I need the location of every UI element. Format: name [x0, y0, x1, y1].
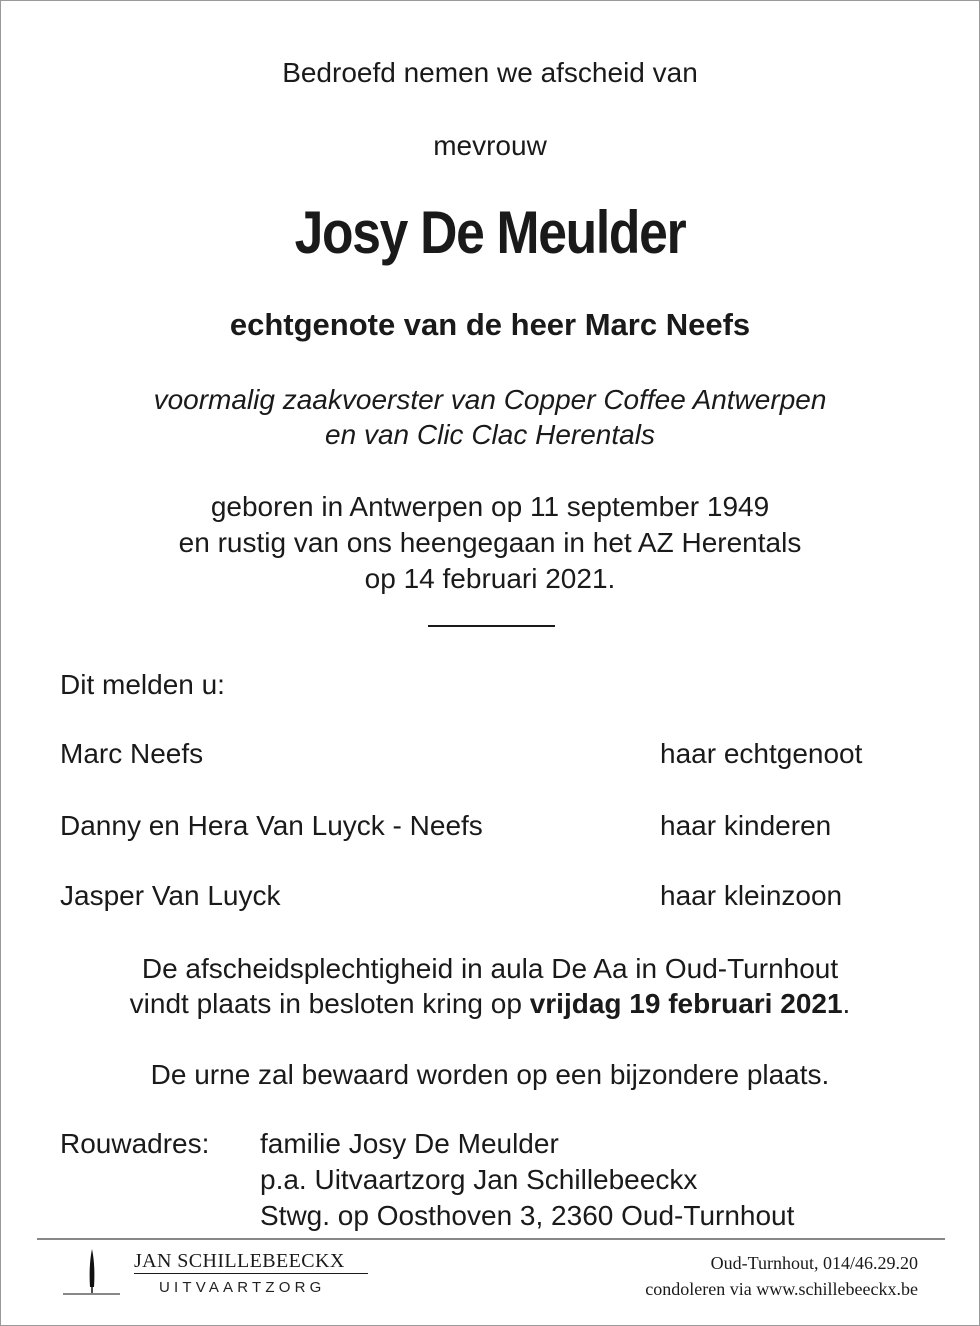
address-line: p.a. Uitvaartzorg Jan Schillebeeckx — [260, 1164, 698, 1195]
cypress-tree-icon — [63, 1247, 121, 1299]
intro-text: Bedroefd nemen we afscheid van — [282, 57, 698, 88]
firm-name: JAN SCHILLEBEECKX — [134, 1250, 345, 1272]
ceremony-date: vrijdag 19 februari 2021 — [529, 988, 843, 1019]
honorific: mevrouw — [433, 130, 547, 161]
life-line: geboren in Antwerpen op 11 september 1949 — [210, 491, 770, 522]
contact-website: condoleren via www.schillebeeckx.be — [645, 1279, 918, 1299]
address-line: familie Josy De Meulder — [260, 1128, 559, 1159]
divider — [428, 625, 555, 627]
family-heading: Dit melden u: — [60, 669, 225, 700]
family-member-name: Danny en Hera Van Luyck - Neefs — [60, 810, 483, 841]
address-block — [260, 1126, 794, 1234]
deceased-name: Josy De Meulder — [294, 199, 686, 266]
former-role-line: en van Clic Clac Herentals — [325, 419, 655, 450]
former-role-line: voormalig zaakvoerster van Copper Coffee Antwerpen — [153, 384, 827, 415]
footer-divider — [37, 1238, 945, 1240]
family-member-name: Jasper Van Luyck — [60, 880, 281, 911]
address-line: Stwg. op Oosthoven 3, 2360 Oud-Turnhout — [260, 1200, 795, 1231]
ceremony-info — [1, 951, 979, 1021]
former-role — [1, 382, 979, 452]
family-member-relation: haar echtgenoot — [660, 738, 863, 769]
urn-note: De urne zal bewaard worden op een bijzondere plaats. — [150, 1059, 830, 1090]
ceremony-line — [1, 986, 979, 1021]
life-line: en rustig van ons heengegaan in het AZ Herentals — [178, 527, 802, 558]
firm-subtitle: UITVAARTZORG — [159, 1279, 326, 1296]
family-member-relation: haar kinderen — [660, 810, 832, 841]
contact-phone: Oud-Turnhout, 014/46.29.20 — [710, 1253, 918, 1273]
life-line: op 14 februari 2021. — [364, 563, 616, 594]
family-member-relation: haar kleinzoon — [660, 880, 843, 911]
family-member-name: Marc Neefs — [60, 738, 204, 769]
ceremony-line: De afscheidsplechtigheid in aula De Aa in Oud-Turnhout — [141, 953, 839, 984]
spouse-line: echtgenote van de heer Marc Neefs — [229, 307, 751, 342]
address-label: Rouwadres: — [60, 1128, 210, 1159]
firm-underline — [134, 1273, 368, 1274]
ceremony-suffix: . — [842, 988, 851, 1019]
ceremony-prefix: vindt plaats in besloten kring op — [129, 988, 530, 1019]
life-dates — [1, 489, 979, 597]
